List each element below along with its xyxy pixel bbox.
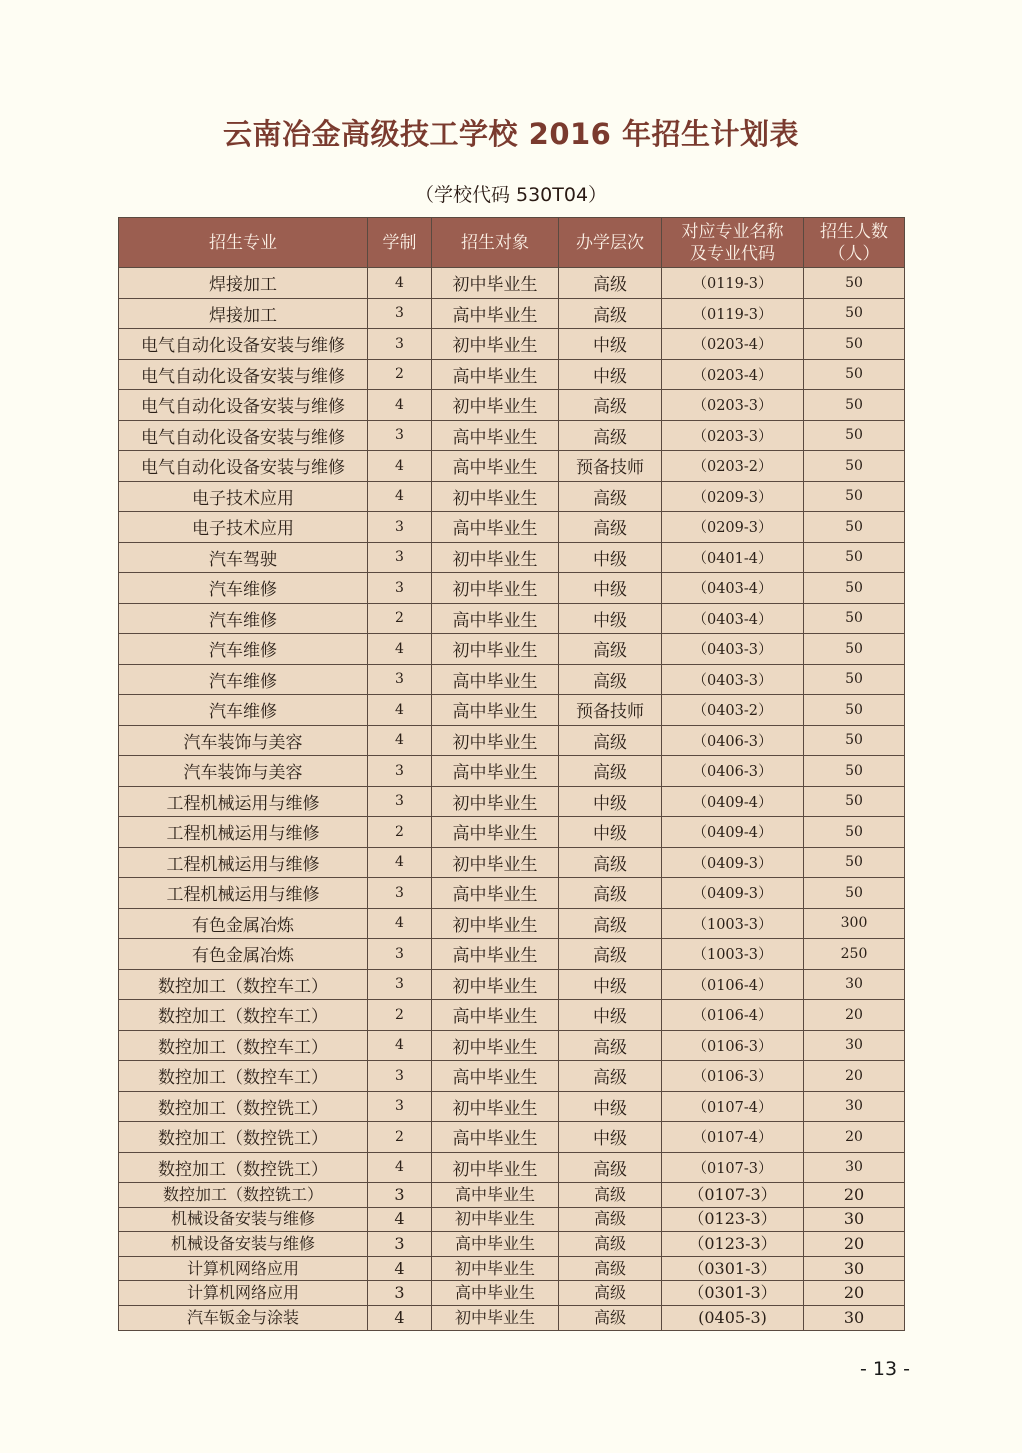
cell-major: 汽车维修	[119, 664, 368, 695]
cell-level: 高级	[559, 1030, 662, 1061]
cell-target: 高中毕业生	[432, 1183, 559, 1208]
cell-major: 电子技术应用	[119, 481, 368, 512]
cell-target: 初中毕业生	[432, 1030, 559, 1061]
cell-major: 工程机械运用与维修	[119, 878, 368, 909]
cell-target: 初中毕业生	[432, 1207, 559, 1232]
cell-years: 4	[368, 634, 432, 665]
cell-level: 中级	[559, 603, 662, 634]
cell-count: 50	[804, 634, 905, 665]
cell-level: 中级	[559, 359, 662, 390]
cell-target: 高中毕业生	[432, 756, 559, 787]
cell-count: 250	[804, 939, 905, 970]
table-row	[119, 1091, 905, 1122]
enrollment-plan-table	[118, 217, 905, 1331]
cell-level: 中级	[559, 969, 662, 1000]
cell-target: 高中毕业生	[432, 1122, 559, 1153]
table-row	[119, 512, 905, 543]
cell-years: 4	[368, 1207, 432, 1232]
cell-count: 50	[804, 268, 905, 299]
table-row	[119, 939, 905, 970]
header-count-line1: 招生人数	[820, 221, 888, 242]
cell-code: （0403-2）	[662, 695, 804, 726]
cell-target: 高中毕业生	[432, 359, 559, 390]
cell-level: 高级	[559, 1281, 662, 1306]
cell-count: 50	[804, 817, 905, 848]
cell-major: 汽车维修	[119, 695, 368, 726]
cell-major: 电子技术应用	[119, 512, 368, 543]
cell-years: 3	[368, 329, 432, 360]
cell-code: （0409-4）	[662, 817, 804, 848]
cell-level: 高级	[559, 939, 662, 970]
school-code-subtitle: （学校代码 530T04）	[414, 184, 608, 206]
table-row	[119, 268, 905, 299]
cell-major: 电气自动化设备安装与维修	[119, 420, 368, 451]
cell-years: 4	[368, 481, 432, 512]
cell-code: （0107-4）	[662, 1091, 804, 1122]
header-count	[804, 218, 905, 268]
cell-years: 3	[368, 573, 432, 604]
cell-code: （0123-3）	[662, 1232, 804, 1257]
cell-major: 焊接加工	[119, 298, 368, 329]
table-row	[119, 390, 905, 421]
cell-count: 50	[804, 420, 905, 451]
header-code-line1: 对应专业名称	[681, 221, 784, 242]
header-level: 办学层次	[559, 218, 662, 268]
cell-years: 4	[368, 725, 432, 756]
cell-code: （0301-3）	[662, 1281, 804, 1306]
cell-code: （0119-3）	[662, 268, 804, 299]
cell-code: （0406-3）	[662, 756, 804, 787]
cell-count: 50	[804, 298, 905, 329]
cell-code: （0107-3）	[662, 1152, 804, 1183]
cell-level: 高级	[559, 908, 662, 939]
cell-count: 50	[804, 329, 905, 360]
cell-code: （0203-3）	[662, 420, 804, 451]
cell-code: （1003-3）	[662, 908, 804, 939]
table-row	[119, 847, 905, 878]
page-number: - 13 -	[860, 1358, 910, 1380]
cell-years: 4	[368, 390, 432, 421]
cell-level: 中级	[559, 817, 662, 848]
cell-code: （1003-3）	[662, 939, 804, 970]
cell-count: 50	[804, 481, 905, 512]
cell-level: 高级	[559, 298, 662, 329]
cell-code: （0409-3）	[662, 878, 804, 909]
table-row	[119, 451, 905, 482]
cell-count: 20	[804, 1281, 905, 1306]
cell-code: （0409-3）	[662, 847, 804, 878]
cell-target: 高中毕业生	[432, 1061, 559, 1092]
cell-major: 数控加工（数控车工）	[119, 1061, 368, 1092]
cell-target: 高中毕业生	[432, 817, 559, 848]
cell-code: （0106-4）	[662, 1000, 804, 1031]
cell-major: 计算机网络应用	[119, 1256, 368, 1281]
cell-years: 3	[368, 756, 432, 787]
cell-level: 高级	[559, 1152, 662, 1183]
cell-count: 300	[804, 908, 905, 939]
cell-count: 20	[804, 1122, 905, 1153]
cell-years: 2	[368, 1122, 432, 1153]
cell-count: 30	[804, 1152, 905, 1183]
table-row	[119, 756, 905, 787]
table-body	[119, 268, 905, 1331]
cell-code: （0209-3）	[662, 512, 804, 543]
cell-years: 3	[368, 420, 432, 451]
cell-level: 高级	[559, 1305, 662, 1330]
table-row	[119, 1281, 905, 1306]
cell-level: 高级	[559, 847, 662, 878]
cell-target: 初中毕业生	[432, 847, 559, 878]
cell-level: 高级	[559, 878, 662, 909]
table-row	[119, 329, 905, 360]
cell-level: 预备技师	[559, 451, 662, 482]
table-row	[119, 359, 905, 390]
cell-count: 20	[804, 1000, 905, 1031]
header-code-line2: 及专业代码	[690, 243, 775, 264]
cell-major: 有色金属冶炼	[119, 939, 368, 970]
cell-count: 30	[804, 1207, 905, 1232]
cell-years: 2	[368, 603, 432, 634]
table-row	[119, 1232, 905, 1257]
table-row	[119, 298, 905, 329]
cell-target: 高中毕业生	[432, 1000, 559, 1031]
cell-years: 3	[368, 1232, 432, 1257]
cell-years: 2	[368, 817, 432, 848]
cell-years: 3	[368, 878, 432, 909]
table-row	[119, 603, 905, 634]
cell-major: 工程机械运用与维修	[119, 786, 368, 817]
cell-major: 汽车装饰与美容	[119, 756, 368, 787]
cell-count: 20	[804, 1183, 905, 1208]
cell-major: 汽车驾驶	[119, 542, 368, 573]
cell-count: 50	[804, 786, 905, 817]
cell-target: 初中毕业生	[432, 390, 559, 421]
cell-code: （0301-3）	[662, 1256, 804, 1281]
table-row	[119, 817, 905, 848]
cell-target: 高中毕业生	[432, 603, 559, 634]
cell-years: 2	[368, 359, 432, 390]
cell-level: 中级	[559, 329, 662, 360]
cell-level: 中级	[559, 1000, 662, 1031]
cell-years: 3	[368, 1061, 432, 1092]
table-row	[119, 1122, 905, 1153]
table-row	[119, 1000, 905, 1031]
cell-code: （0107-4）	[662, 1122, 804, 1153]
cell-years: 3	[368, 1091, 432, 1122]
cell-years: 3	[368, 786, 432, 817]
cell-code: （0203-4）	[662, 329, 804, 360]
table-row	[119, 1305, 905, 1330]
cell-code: （0106-3）	[662, 1061, 804, 1092]
table-row	[119, 695, 905, 726]
cell-code: （0403-4）	[662, 603, 804, 634]
cell-count: 50	[804, 695, 905, 726]
cell-level: 高级	[559, 1207, 662, 1232]
cell-code: （0403-3）	[662, 664, 804, 695]
table-row	[119, 725, 905, 756]
cell-code: （0123-3）	[662, 1207, 804, 1232]
cell-target: 初中毕业生	[432, 329, 559, 360]
cell-count: 50	[804, 542, 905, 573]
table-row	[119, 542, 905, 573]
cell-count: 20	[804, 1232, 905, 1257]
cell-level: 高级	[559, 1061, 662, 1092]
cell-major: 机械设备安装与维修	[119, 1232, 368, 1257]
cell-years: 3	[368, 664, 432, 695]
cell-target: 初中毕业生	[432, 908, 559, 939]
cell-major: 数控加工（数控车工）	[119, 1030, 368, 1061]
cell-level: 高级	[559, 664, 662, 695]
cell-code: （0406-3）	[662, 725, 804, 756]
cell-target: 高中毕业生	[432, 420, 559, 451]
cell-major: 焊接加工	[119, 268, 368, 299]
cell-target: 高中毕业生	[432, 298, 559, 329]
cell-major: 汽车维修	[119, 573, 368, 604]
cell-years: 4	[368, 1030, 432, 1061]
cell-code: （0119-3）	[662, 298, 804, 329]
cell-count: 50	[804, 878, 905, 909]
cell-major: 数控加工（数控铣工）	[119, 1152, 368, 1183]
cell-major: 电气自动化设备安装与维修	[119, 451, 368, 482]
cell-target: 高中毕业生	[432, 1232, 559, 1257]
cell-years: 3	[368, 939, 432, 970]
cell-target: 高中毕业生	[432, 695, 559, 726]
cell-count: 50	[804, 756, 905, 787]
cell-count: 20	[804, 1061, 905, 1092]
cell-level: 高级	[559, 1232, 662, 1257]
cell-level: 中级	[559, 1122, 662, 1153]
cell-major: 汽车装饰与美容	[119, 725, 368, 756]
cell-level: 高级	[559, 390, 662, 421]
cell-code: (0405-3)	[662, 1305, 804, 1330]
table-row	[119, 908, 905, 939]
cell-count: 30	[804, 969, 905, 1000]
cell-target: 高中毕业生	[432, 512, 559, 543]
cell-major: 汽车维修	[119, 603, 368, 634]
cell-years: 2	[368, 1000, 432, 1031]
cell-code: （0106-4）	[662, 969, 804, 1000]
cell-count: 30	[804, 1091, 905, 1122]
header-code	[662, 218, 804, 268]
cell-level: 高级	[559, 420, 662, 451]
cell-major: 工程机械运用与维修	[119, 847, 368, 878]
cell-years: 3	[368, 1183, 432, 1208]
cell-years: 4	[368, 847, 432, 878]
cell-target: 初中毕业生	[432, 268, 559, 299]
cell-level: 中级	[559, 542, 662, 573]
cell-major: 电气自动化设备安装与维修	[119, 390, 368, 421]
cell-code: （0403-4）	[662, 573, 804, 604]
cell-level: 高级	[559, 725, 662, 756]
cell-target: 初中毕业生	[432, 1305, 559, 1330]
cell-count: 50	[804, 603, 905, 634]
table-row	[119, 1207, 905, 1232]
cell-years: 4	[368, 451, 432, 482]
header-count-line2: （人）	[828, 243, 880, 264]
cell-major: 电气自动化设备安装与维修	[119, 359, 368, 390]
cell-count: 30	[804, 1305, 905, 1330]
cell-years: 3	[368, 969, 432, 1000]
cell-years: 4	[368, 1152, 432, 1183]
cell-code: （0203-2）	[662, 451, 804, 482]
cell-target: 初中毕业生	[432, 1152, 559, 1183]
table-row	[119, 969, 905, 1000]
cell-major: 数控加工（数控车工）	[119, 1000, 368, 1031]
table-row	[119, 420, 905, 451]
table-row	[119, 1030, 905, 1061]
table-row	[119, 1152, 905, 1183]
cell-years: 3	[368, 298, 432, 329]
cell-years: 3	[368, 1281, 432, 1306]
table-row	[119, 573, 905, 604]
cell-count: 50	[804, 451, 905, 482]
header-target: 招生对象	[432, 218, 559, 268]
cell-count: 30	[804, 1256, 905, 1281]
cell-major: 汽车钣金与涂装	[119, 1305, 368, 1330]
cell-level: 高级	[559, 756, 662, 787]
cell-target: 初中毕业生	[432, 1256, 559, 1281]
cell-target: 高中毕业生	[432, 878, 559, 909]
cell-target: 初中毕业生	[432, 634, 559, 665]
cell-count: 50	[804, 725, 905, 756]
cell-target: 高中毕业生	[432, 451, 559, 482]
cell-code: （0409-4）	[662, 786, 804, 817]
cell-level: 高级	[559, 1183, 662, 1208]
cell-level: 预备技师	[559, 695, 662, 726]
cell-major: 数控加工（数控铣工）	[119, 1183, 368, 1208]
cell-code: （0203-4）	[662, 359, 804, 390]
cell-level: 中级	[559, 573, 662, 604]
cell-major: 数控加工（数控车工）	[119, 969, 368, 1000]
cell-target: 高中毕业生	[432, 664, 559, 695]
cell-target: 初中毕业生	[432, 542, 559, 573]
cell-target: 初中毕业生	[432, 725, 559, 756]
cell-count: 50	[804, 359, 905, 390]
cell-years: 4	[368, 695, 432, 726]
cell-code: （0106-3）	[662, 1030, 804, 1061]
cell-level: 高级	[559, 268, 662, 299]
table-row	[119, 634, 905, 665]
cell-level: 中级	[559, 1091, 662, 1122]
cell-level: 高级	[559, 481, 662, 512]
table-row	[119, 664, 905, 695]
cell-major: 数控加工（数控铣工）	[119, 1091, 368, 1122]
cell-major: 工程机械运用与维修	[119, 817, 368, 848]
cell-count: 50	[804, 847, 905, 878]
table-row	[119, 786, 905, 817]
cell-years: 4	[368, 908, 432, 939]
table-row	[119, 1183, 905, 1208]
table-header-row	[119, 218, 905, 268]
cell-years: 4	[368, 268, 432, 299]
cell-major: 计算机网络应用	[119, 1281, 368, 1306]
cell-major: 有色金属冶炼	[119, 908, 368, 939]
cell-level: 中级	[559, 786, 662, 817]
table-row	[119, 878, 905, 909]
table-row	[119, 481, 905, 512]
header-major: 招生专业	[119, 218, 368, 268]
cell-target: 初中毕业生	[432, 573, 559, 604]
cell-major: 汽车维修	[119, 634, 368, 665]
cell-code: （0403-3）	[662, 634, 804, 665]
cell-count: 50	[804, 664, 905, 695]
cell-code: （0401-4）	[662, 542, 804, 573]
cell-target: 高中毕业生	[432, 1281, 559, 1306]
cell-level: 高级	[559, 1256, 662, 1281]
cell-count: 50	[804, 512, 905, 543]
cell-code: （0107-3）	[662, 1183, 804, 1208]
cell-target: 初中毕业生	[432, 969, 559, 1000]
cell-code: （0209-3）	[662, 481, 804, 512]
table-row	[119, 1061, 905, 1092]
document-title: 云南冶金高级技工学校 2016 年招生计划表	[223, 117, 799, 151]
cell-code: （0203-3）	[662, 390, 804, 421]
cell-count: 50	[804, 573, 905, 604]
cell-target: 初中毕业生	[432, 786, 559, 817]
cell-level: 高级	[559, 512, 662, 543]
cell-years: 4	[368, 1256, 432, 1281]
cell-count: 30	[804, 1030, 905, 1061]
cell-major: 电气自动化设备安装与维修	[119, 329, 368, 360]
cell-target: 初中毕业生	[432, 481, 559, 512]
table-row	[119, 1256, 905, 1281]
cell-years: 3	[368, 542, 432, 573]
cell-major: 数控加工（数控铣工）	[119, 1122, 368, 1153]
cell-level: 高级	[559, 634, 662, 665]
cell-major: 机械设备安装与维修	[119, 1207, 368, 1232]
cell-years: 3	[368, 512, 432, 543]
header-years: 学制	[368, 218, 432, 268]
cell-count: 50	[804, 390, 905, 421]
cell-target: 初中毕业生	[432, 1091, 559, 1122]
cell-years: 4	[368, 1305, 432, 1330]
cell-target: 高中毕业生	[432, 939, 559, 970]
